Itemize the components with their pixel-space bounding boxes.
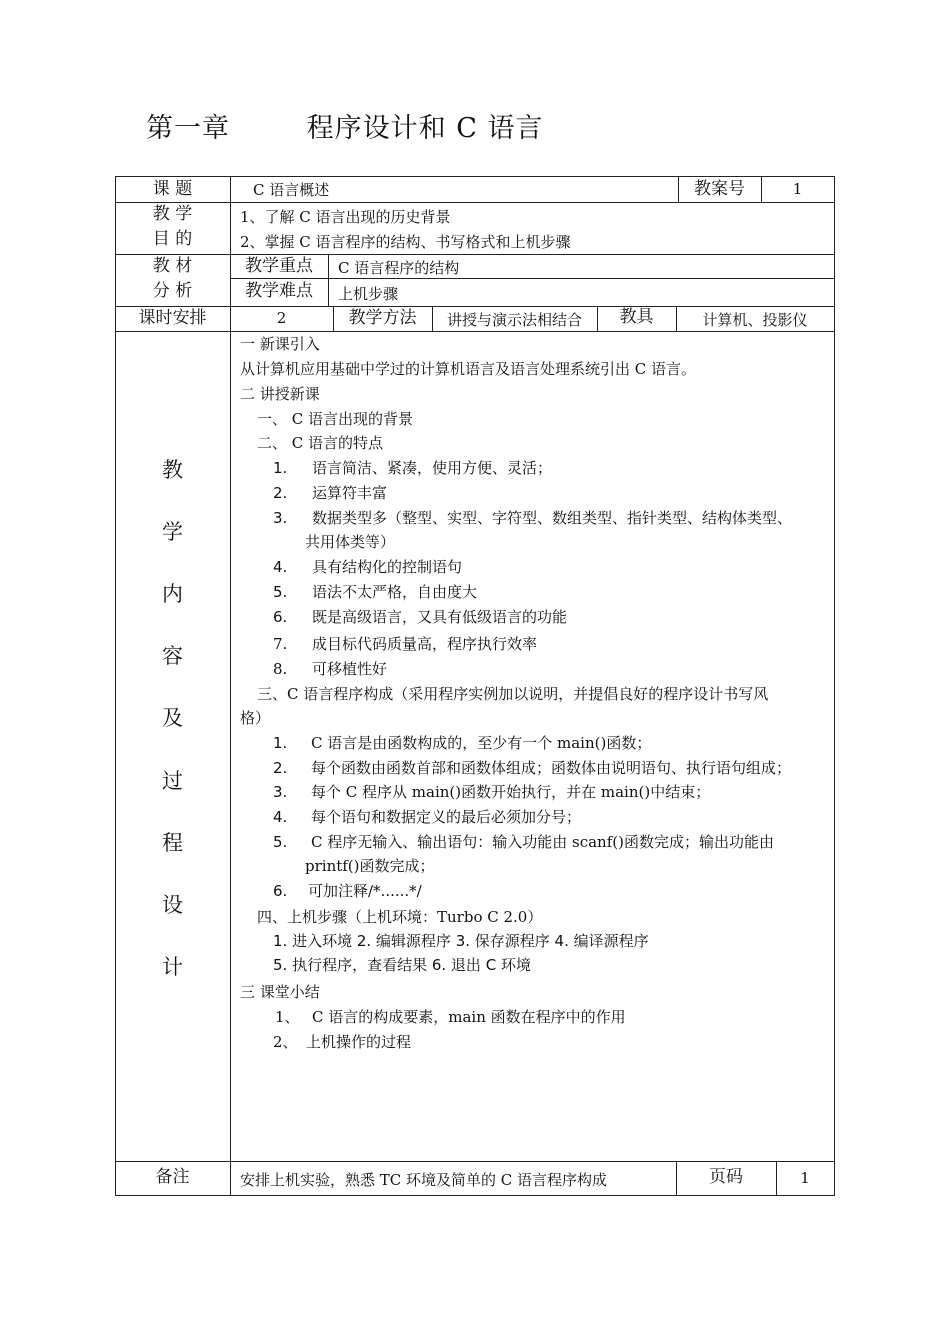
difficulty-label: 教学难点: [245, 281, 313, 301]
page-label: 页码: [709, 1167, 743, 1187]
side-label-char: 内: [162, 582, 183, 606]
row-divider: [115, 306, 835, 307]
list-number: 7.: [273, 635, 288, 653]
column-divider: [328, 254, 329, 306]
row-divider: [115, 331, 835, 332]
subsection-heading: 二、 C 语言的特点: [257, 434, 384, 452]
page-value: 1: [800, 1169, 810, 1187]
subsection-heading: 四、上机步骤（上机环境：Turbo C 2.0）: [257, 908, 543, 926]
list-item: 运算符丰富: [312, 484, 388, 502]
list-item: 可移植性好: [312, 660, 388, 678]
table-border-right: [834, 176, 835, 1196]
goal-item: 2、掌握 C 语言程序的结构、书写格式和上机步骤: [240, 233, 571, 251]
goal-label-1: 教 学: [152, 204, 193, 224]
plan-no-label: 教案号: [694, 179, 745, 199]
key-point-label: 教学重点: [245, 256, 313, 276]
subsection-heading: 三、C 语言程序构成（采用程序实例加以说明，并提倡良好的程序设计书写风: [257, 685, 769, 703]
list-item: 既是高级语言，又具有低级语言的功能: [312, 608, 568, 626]
topic-label: 课 题: [152, 179, 193, 199]
list-item: 数据类型多（整型、实型、字符型、数组类型、指针类型、结构体类型、: [312, 509, 793, 527]
list-item: 语言简洁、紧凑，使用方便、灵活；: [312, 459, 553, 477]
hours-label: 课时安排: [138, 308, 207, 328]
row-divider: [230, 278, 835, 279]
list-number: 3.: [273, 783, 288, 801]
goal-label-2: 目 的: [152, 229, 193, 249]
side-label-char: 及: [162, 706, 183, 730]
list-item: 具有结构化的控制语句: [312, 558, 463, 576]
list-item: 可加注释/*......*/: [308, 882, 422, 900]
side-label-char: 教: [162, 458, 183, 482]
method-value: 讲授与演示法相结合: [446, 311, 582, 329]
side-label-char: 设: [162, 893, 183, 917]
chapter-number: 第一章: [146, 113, 230, 144]
section-heading: 二 讲授新课: [240, 385, 320, 403]
list-number: 2.: [273, 759, 288, 777]
side-label-char: 容: [162, 644, 183, 668]
content-line: 从计算机应用基础中学过的计算机语言及语言处理系统引出 C 语言。: [240, 360, 697, 378]
list-number: 6.: [273, 882, 288, 900]
list-number: 5.: [273, 583, 288, 601]
list-item-continued: printf()函数完成；: [305, 857, 435, 875]
hours-value: 2: [276, 309, 287, 327]
list-item: C 语言的构成要素，main 函数在程序中的作用: [312, 1008, 626, 1026]
tools-value: 计算机、投影仪: [702, 311, 808, 329]
list-number: 5.: [273, 833, 288, 851]
topic-value: C 语言概述: [253, 181, 330, 199]
row-divider: [115, 254, 835, 255]
subsection-heading-continued: 格）: [240, 709, 271, 727]
column-divider: [230, 176, 231, 1196]
difficulty-value: 上机步骤: [338, 285, 399, 303]
side-label-char: 过: [162, 769, 183, 793]
list-item: 成目标代码质量高，程序执行效率: [312, 635, 538, 653]
side-label-char: 计: [162, 955, 183, 979]
table-border-top: [115, 176, 835, 177]
list-item: C 语言是由函数构成的，至少有一个 main()函数；: [311, 734, 652, 752]
list-number: 2、: [273, 1033, 298, 1051]
list-number: 2.: [273, 484, 288, 502]
remark-label: 备注: [155, 1167, 190, 1187]
list-number: 8.: [273, 660, 288, 678]
side-label-char: 程: [162, 831, 183, 855]
tools-label: 教具: [619, 307, 654, 327]
list-item: 每个 C 程序从 main()函数开始执行，并在 main()中结束；: [311, 783, 711, 801]
list-item: 每个语句和数据定义的最后必须加分号；: [311, 808, 582, 826]
steps-line: 1. 进入环境 2. 编辑源程序 3. 保存源程序 4. 编译源程序: [273, 932, 649, 950]
goal-item: 1、了解 C 语言出现的历史背景: [240, 208, 451, 226]
list-item: 每个函数由函数首部和函数体组成；函数体由说明语句、执行语句组成；: [311, 759, 792, 777]
list-item: 语法不太严格，自由度大: [312, 583, 478, 601]
side-label-char: 学: [162, 520, 183, 544]
list-number: 4.: [273, 808, 288, 826]
list-number: 1.: [273, 734, 288, 752]
list-number: 6.: [273, 608, 288, 626]
row-divider: [115, 1161, 835, 1162]
chapter-title: [146, 106, 544, 145]
list-number: 4.: [273, 558, 288, 576]
list-number: 1、: [275, 1008, 300, 1026]
section-heading: 三 课堂小结: [240, 983, 320, 1001]
list-item: 上机操作的过程: [306, 1033, 412, 1051]
list-number: 1.: [273, 459, 288, 477]
material-label-2: 分 析: [152, 281, 193, 301]
material-label-1: 教 材: [152, 256, 193, 276]
row-divider: [115, 202, 835, 203]
lesson-plan-table: [115, 176, 835, 1196]
method-label: 教学方法: [348, 308, 417, 328]
plan-no-value: 1: [792, 180, 803, 198]
list-item: C 程序无输入、输出语句：输入功能由 scanf()函数完成；输出功能由: [311, 833, 774, 851]
subsection-heading: 一、 C 语言出现的背景: [257, 410, 414, 428]
section-heading: 一 新课引入: [240, 335, 320, 353]
list-item-continued: 共用体类等）: [305, 533, 396, 551]
table-border-bottom: [115, 1195, 835, 1196]
table-border-left: [115, 176, 116, 1196]
key-point-value: C 语言程序的结构: [338, 259, 460, 277]
remark-value: 安排上机实验，熟悉 TC 环境及简单的 C 语言程序构成: [240, 1171, 608, 1189]
chapter-name: 程序设计和 C 语言: [306, 113, 544, 144]
steps-line: 5. 执行程序，查看结果 6. 退出 C 环境: [273, 956, 531, 974]
list-number: 3.: [273, 509, 288, 527]
